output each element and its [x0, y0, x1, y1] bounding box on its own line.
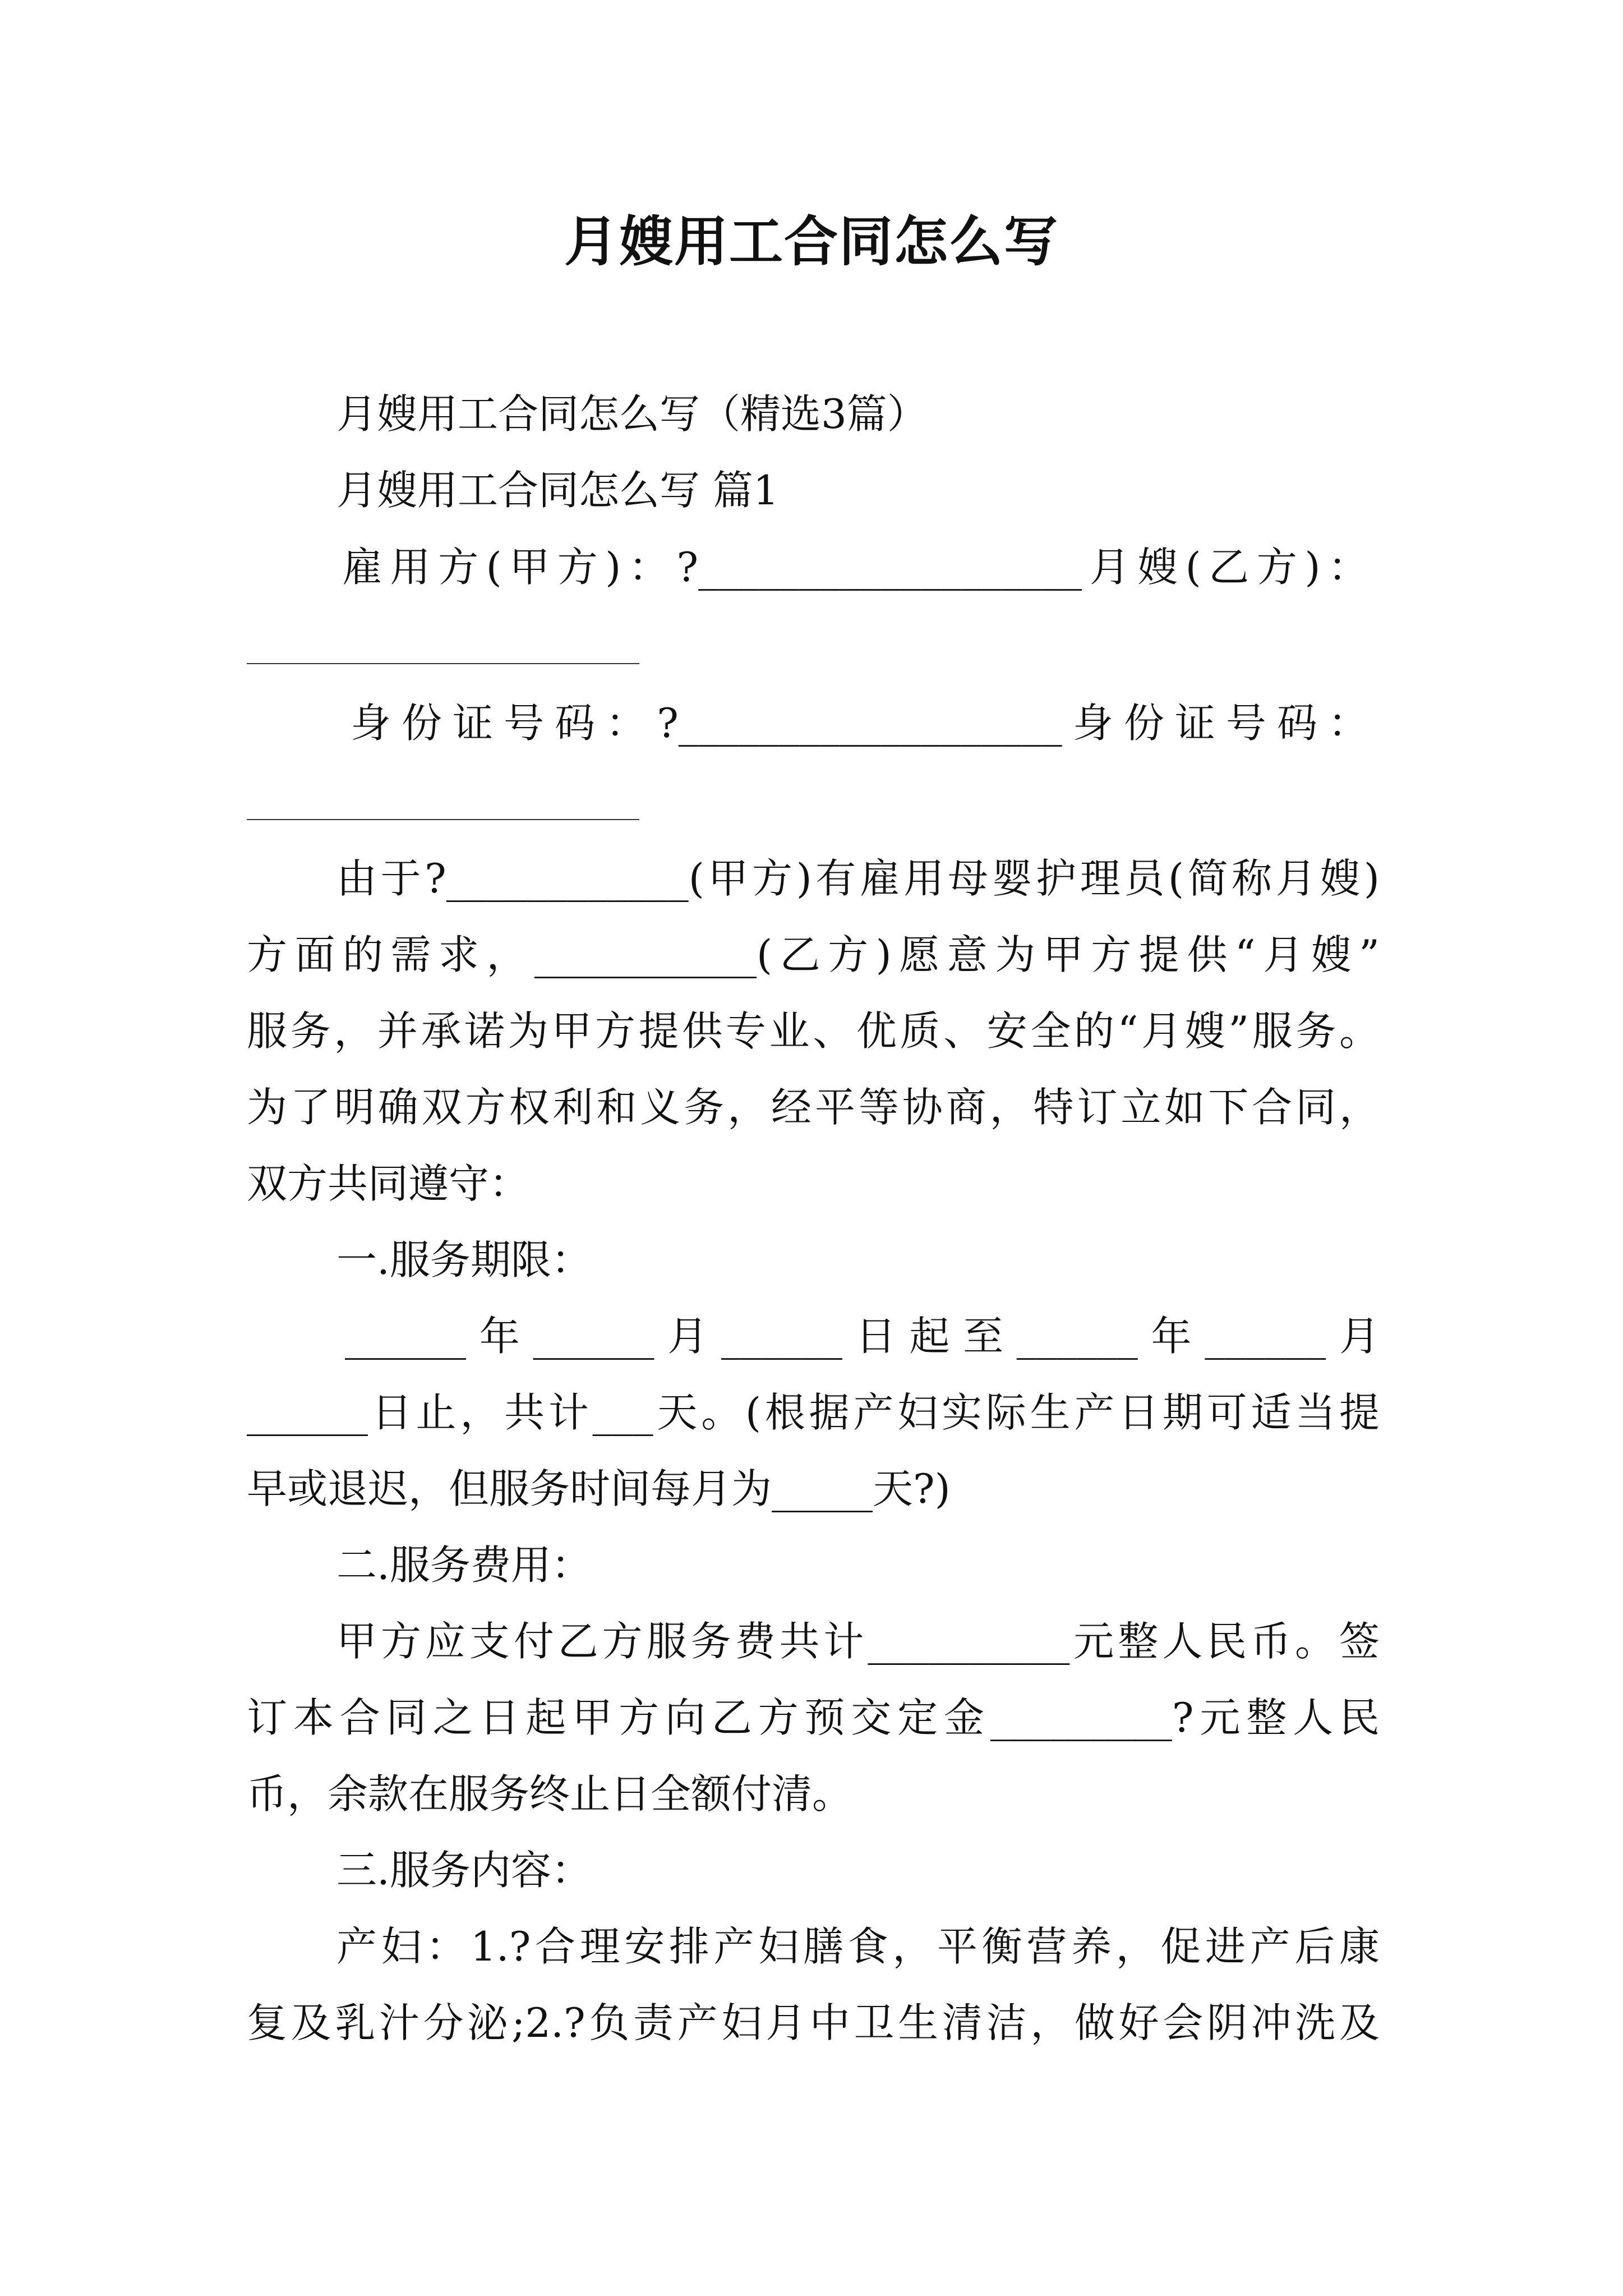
service-period-line-1: ______年______月______日起至______年______月 — [345, 1313, 1380, 1360]
preamble-line-4: 为了明确双方权利和义务，经平等协商，特订立如下合同， — [247, 1084, 1380, 1131]
fee-line-1: 甲方应支付乙方服务费共计__________元整人民币。签 — [336, 1618, 1380, 1665]
section-1-heading: 一.服务期限： — [336, 1236, 592, 1283]
service-period-line-2: ______日止，共计___天。(根据产妇实际生产日期可适当提 — [247, 1389, 1380, 1436]
id-number-blank — [247, 819, 639, 820]
fee-line-2: 订本合同之日起甲方向乙方预交定金_________?元整人民 — [247, 1694, 1380, 1741]
employer-line: 雇用方(甲方)：?___________________月嫂(乙方)： — [342, 544, 1368, 591]
subtitle-part-1: 月嫂用工合同怎么写 篇1 — [336, 467, 779, 514]
subtitle-selected: 月嫂用工合同怎么写（精选3篇） — [336, 390, 928, 438]
id-number-line: 身份证号码：?___________________身份证号码： — [351, 700, 1368, 747]
preamble-line-5: 双方共同遵守： — [247, 1160, 530, 1207]
section-2-heading: 二.服务费用： — [336, 1542, 592, 1589]
service-period-line-3: 早或退迟，但服务时间每月为_____天?) — [247, 1465, 951, 1512]
section-3-heading: 三.服务内容： — [336, 1847, 592, 1894]
nanny-name-blank — [247, 663, 639, 664]
fee-line-3: 币，余款在服务终止日全额付清。 — [247, 1770, 853, 1818]
document-title: 月嫂用工合同怎么写 — [564, 210, 1059, 273]
preamble-line-2: 方面的需求，___________(乙方)愿意为甲方提供“月嫂” — [247, 931, 1380, 978]
content-line-2: 复及乳汁分泌;2.?负责产妇月中卫生清洁，做好会阴冲洗及 — [247, 1999, 1380, 2046]
preamble-line-1: 由于?____________(甲方)有雇用母婴护理员(简称月嫂) — [336, 855, 1380, 902]
content-line-1: 产妇：1.?合理安排产妇膳食，平衡营养，促进产后康 — [336, 1923, 1380, 1970]
preamble-line-3: 服务，并承诺为甲方提供专业、优质、安全的“月嫂”服务。 — [247, 1007, 1380, 1055]
